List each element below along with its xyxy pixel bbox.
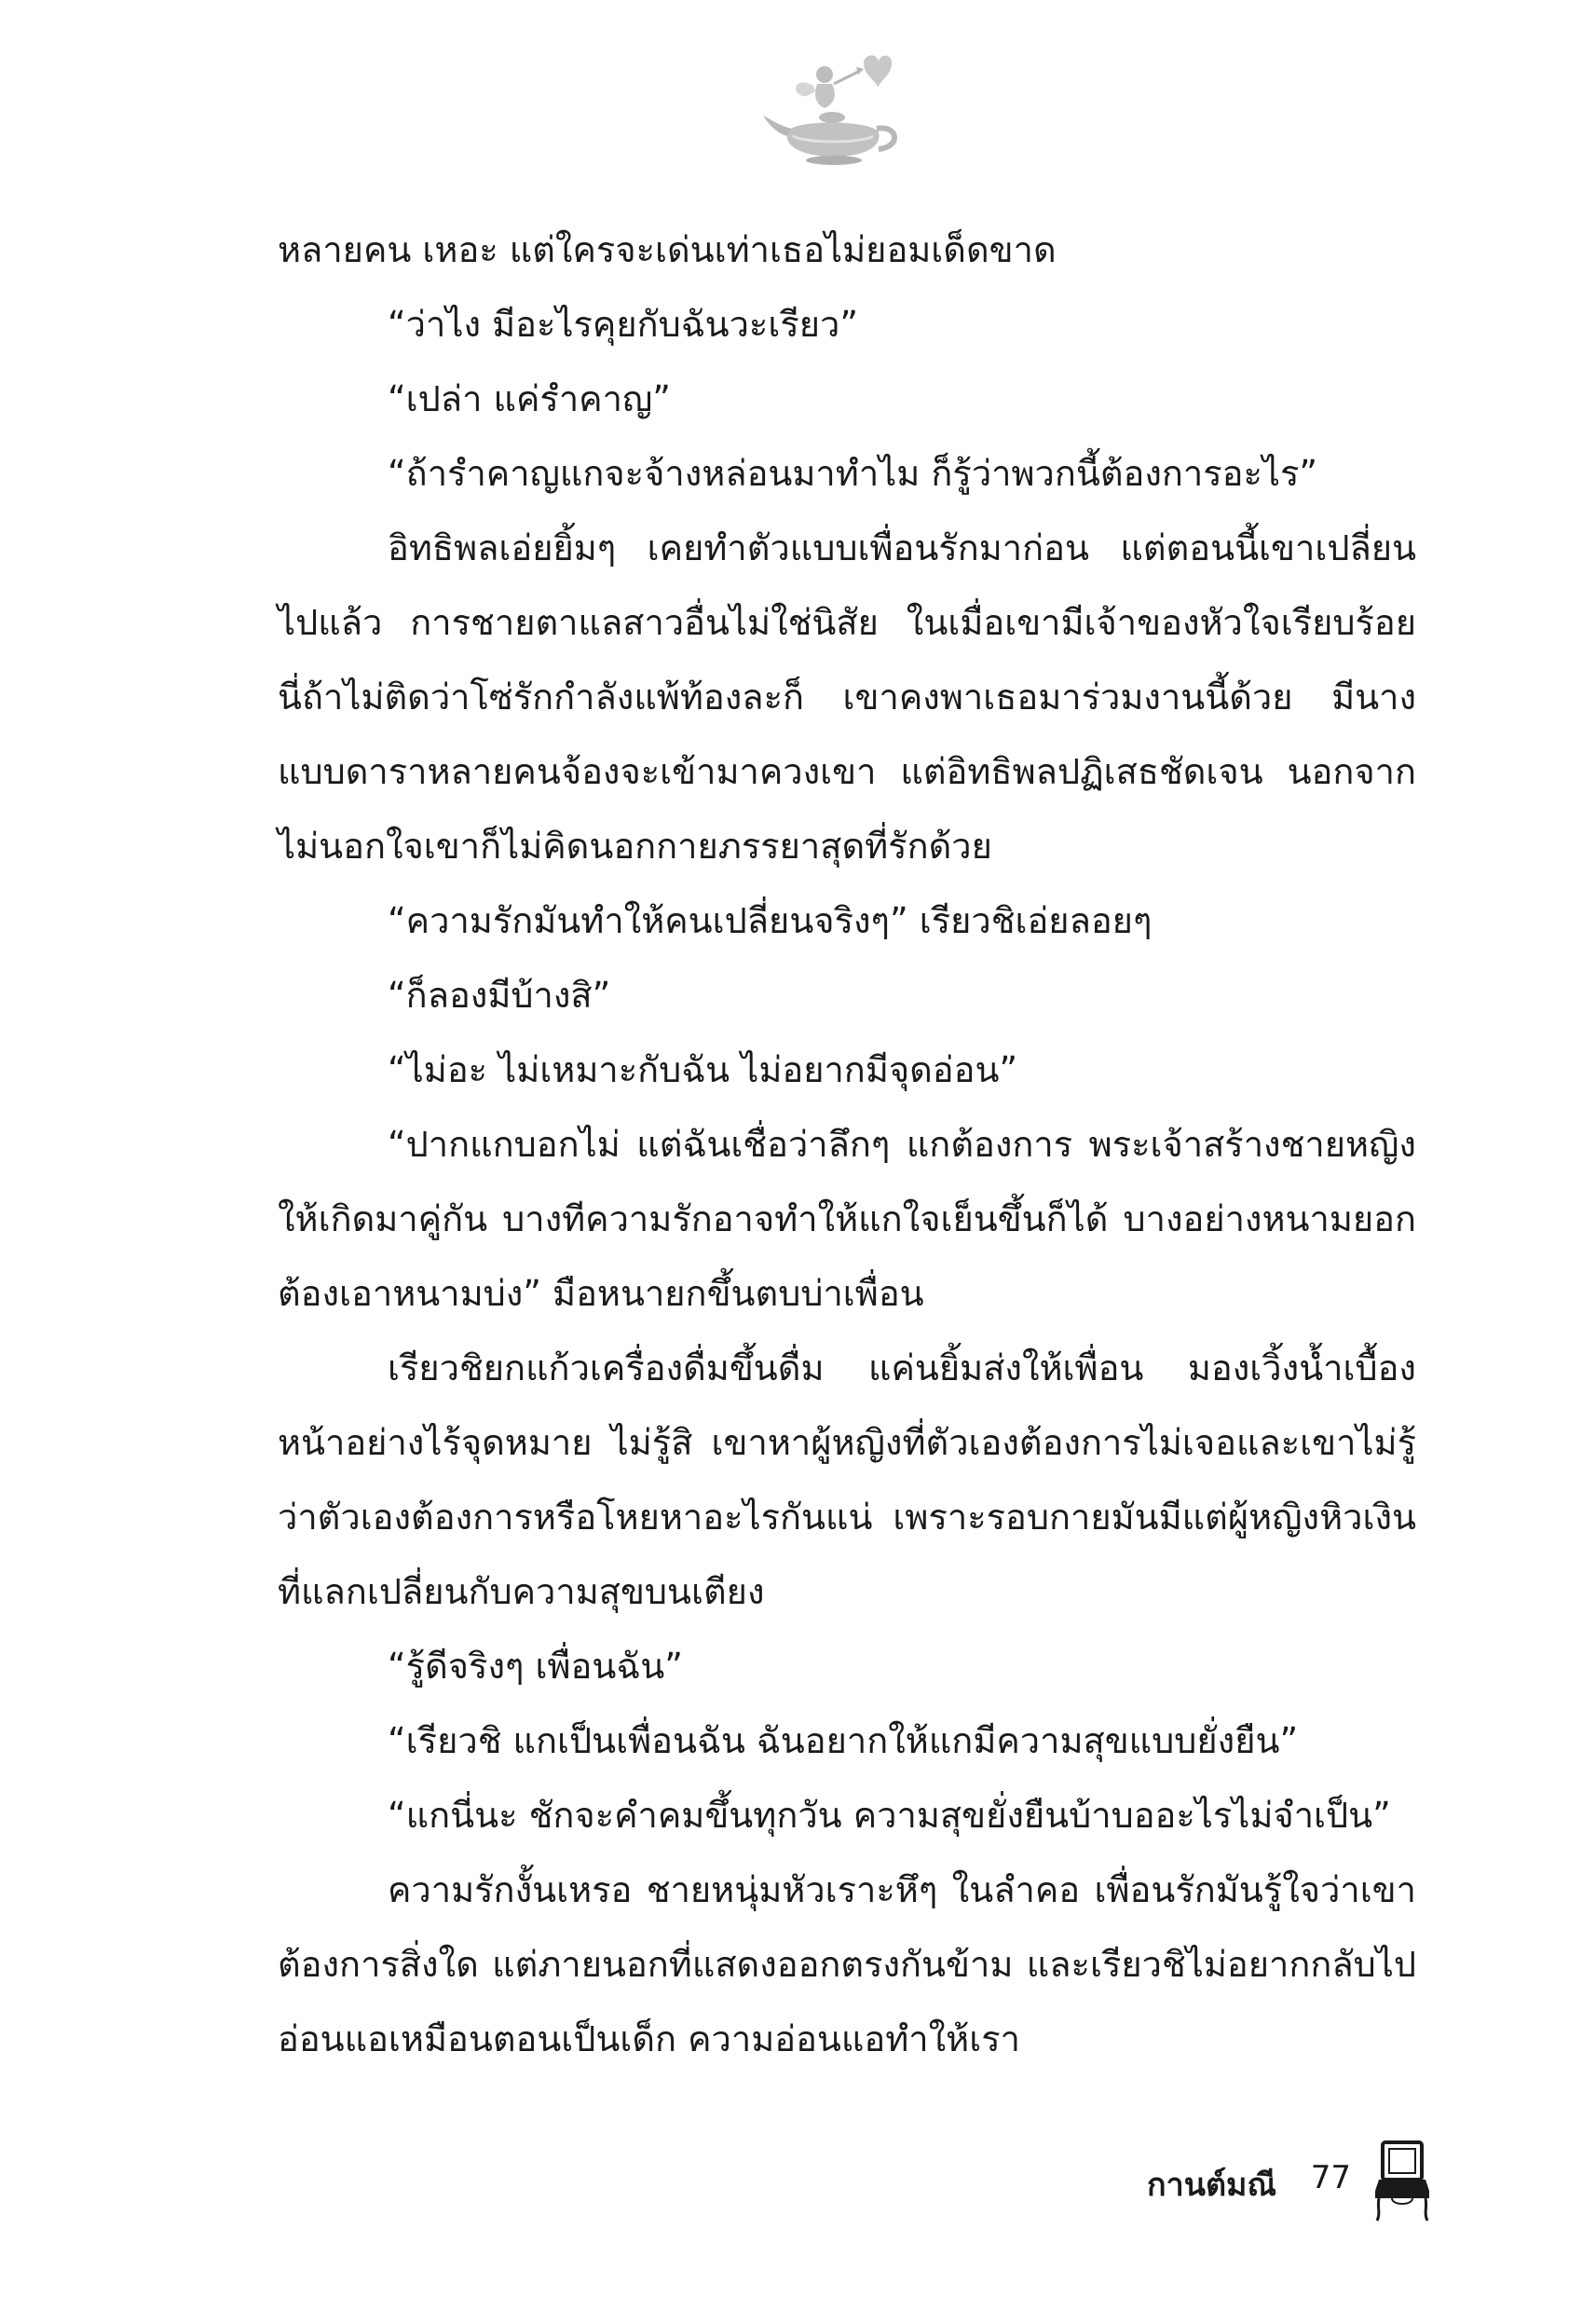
paragraph: “ปากแกบอกไม่ แต่ฉันเชื่อว่าลึกๆ แกต้องการ พระเจ้าสร้างชายหญิงให้เกิดมาคู่กัน บางทีความรักอาจทำให้แกใจเย็นขึ้นก็ได้ บางอย่างหนามยอกต้องเอาหนามบ่ง” มือหนายกขึ้นตบบ่าเพื่อน <box>278 1124 1416 1314</box>
paragraph: “ก็ลองมีบ้างสิ” <box>388 975 611 1016</box>
paragraph: อิทธิพลเอ่ยยิ้มๆ เคยทำตัวแบบเพื่อนรักมาก่อน แต่ตอนนี้เขาเปลี่ยนไปแล้ว การชายตาแลสาวอื่นไม่ใช่นิสัย ในเมื่อเขามีเจ้าของหัวใจเรียบร้อย นี่ถ้าไม่ติดว่าโซ่รักกำลังแพ้ท้องละก็ เขาคงพาเธอมาร่วมงานนี้ด้วย มีนางแบบดาราหลายคนจ้องจะเข้ามาควงเขา แต่อิทธิพลปฏิเสธชัดเจน นอกจากไม่นอกใจเขาก็ไม่คิดนอกกายภรรยาสุดที่รักด้วย <box>278 527 1416 867</box>
paragraph: เรียวชิยกแก้วเครื่องดื่มขึ้นดื่ม แค่นยิ้มส่งให้เพื่อน มองเวิ้งน้ำเบื้องหน้าอย่างไร้จุดหมาย ไม่รู้สิ เขาหาผู้หญิงที่ตัวเองต้องการไม่เจอและเขาไม่รู้ว่าตัวเองต้องการหรือโหยหาอะไรกันแน่ เพราะรอบกายมันมีแต่ผู้หญิงหิวเงินที่แลกเปลี่ยนกับความสุขบนเตียง <box>278 1347 1416 1612</box>
paragraph: “ว่าไง มีอะไรคุยกับฉันวะเรียว” <box>388 304 859 345</box>
paragraph: “ไม่อะ ไม่เหมาะกับฉัน ไม่อยากมีจุดอ่อน” <box>388 1049 1018 1090</box>
paragraph: “เรียวชิ แกเป็นเพื่อนฉัน ฉันอยากให้แกมีความสุขแบบยั่งยืน” <box>388 1720 1299 1761</box>
paragraph: “รู้ดีจริงๆ เพื่อนฉัน” <box>388 1646 683 1687</box>
paragraph: ความรักงั้นเหรอ ชายหนุ่มหัวเราะหึๆ ในลำคอ เพื่อนรักมันรู้ใจว่าเขาต้องการสิ่งใด แต่ภายนอกที่แสดงออกตรงกันข้าม และเรียวชิไม่อยากกลับไปอ่อนแอเหมือนตอนเป็นเด็ก ความอ่อนแอทำให้เรา <box>278 1869 1416 2059</box>
page-number: 77 <box>1310 2159 1351 2196</box>
cupid-teapot-ornament-icon <box>759 47 908 177</box>
paragraph: “แกนี่นะ ชักจะคำคมขึ้นทุกวัน ความสุขยั่งยืนบ้าบออะไรไม่จำเป็น” <box>388 1795 1391 1836</box>
book-title: กานต์มณี <box>1147 2167 1276 2204</box>
chapter-body <box>278 212 1416 2076</box>
paragraph: หลายคน เหอะ แต่ใครจะเด่นเท่าเธอไม่ยอมเด็ดขาด <box>278 229 1057 270</box>
paragraph: “ถ้ารำคาญแกจะจ้างหล่อนมาทำไม ก็รู้ว่าพวกนี้ต้องการอะไร” <box>388 453 1318 494</box>
paragraph: “เปล่า แค่รำคาญ” <box>388 378 671 419</box>
paragraph: “ความรักมันทำให้คนเปลี่ยนจริงๆ” เรียวชิเอ่ยลอยๆ <box>388 900 1153 941</box>
page-footer <box>1099 2139 1509 2222</box>
vanity-mirror-icon <box>1370 2139 1435 2222</box>
